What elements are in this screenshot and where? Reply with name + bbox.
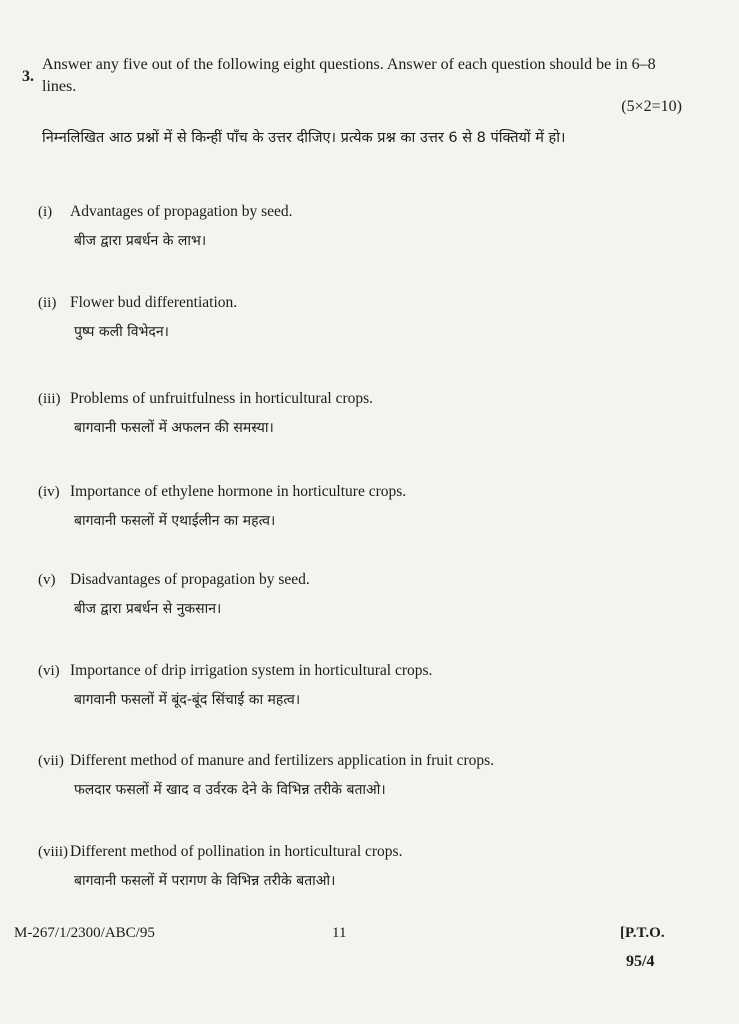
item-text-english: Different method of pollination in horticultural crops.: [70, 843, 403, 860]
item-text-english: Different method of manure and fertilizers application in fruit crops.: [70, 752, 495, 769]
item-numeral: (iv): [38, 484, 60, 500]
item-text-english: Advantages of propagation by seed.: [70, 203, 293, 220]
question-item-v: [38, 571, 698, 618]
item-text-english: Importance of ethylene hormone in horticulture crops.: [70, 483, 407, 500]
question-marks: (5×2=10): [621, 98, 682, 115]
item-numeral: (viii): [38, 844, 68, 860]
item-text-english: Problems of unfruitfulness in horticultural crops.: [70, 390, 374, 407]
item-text-english: Importance of drip irrigation system in horticultural crops.: [70, 662, 433, 679]
item-text-english: Disadvantages of propagation by seed.: [70, 571, 310, 588]
item-text-hindi: बीज द्वारा प्रबर्धन से नुकसान।: [74, 601, 222, 617]
item-text-hindi: बागवानी फसलों में अफलन की समस्या।: [74, 420, 274, 436]
question-instruction-english: Answer any five out of the following eight questions. Answer of each question should be in 6–8 lines.: [42, 56, 656, 95]
question-item-vi: [38, 662, 698, 709]
item-numeral: (v): [38, 572, 56, 588]
question-item-iv: [38, 483, 698, 530]
item-text-english: Flower bud differentiation.: [70, 294, 238, 311]
item-numeral: (ii): [38, 295, 57, 311]
question-item-iii: [38, 390, 698, 437]
item-text-hindi: पुष्प कली विभेदन।: [74, 324, 169, 340]
item-numeral: (i): [38, 204, 53, 220]
question-item-ii: [38, 294, 698, 341]
item-numeral: (vi): [38, 663, 60, 679]
item-numeral: (iii): [38, 391, 61, 407]
item-text-hindi: बीज द्वारा प्रबर्धन के लाभ।: [74, 233, 207, 249]
question-instruction-hindi: निम्नलिखित आठ प्रश्नों में से किन्हीं पाँच के उत्तर दीजिए। प्रत्येक प्रश्न का उत्तर 6 से 8 पंक्तियों में हो।: [42, 130, 566, 146]
please-turn-over: [P.T.O.: [620, 925, 665, 941]
item-text-hindi: फलदार फसलों में खाद व उर्वरक देने के विभिन्न तरीके बताओ।: [74, 782, 386, 798]
item-numeral: (vii): [38, 753, 64, 769]
item-text-hindi: बागवानी फसलों में एथाईलीन का महत्व।: [74, 513, 276, 529]
item-text-hindi: बागवानी फसलों में बूंद-बूंद सिंचाई का महत्व।: [74, 692, 301, 708]
question-number: 3.: [22, 68, 34, 85]
paper-reference: 95/4: [626, 953, 655, 970]
paper-code: M-267/1/2300/ABC/95: [14, 925, 155, 941]
question-item-i: [38, 203, 698, 250]
question-item-viii: [38, 843, 698, 890]
question-item-vii: [38, 752, 698, 799]
page-number: 11: [332, 925, 347, 941]
item-text-hindi: बागवानी फसलों में परागण के विभिन्न तरीके बताओ।: [74, 873, 336, 889]
